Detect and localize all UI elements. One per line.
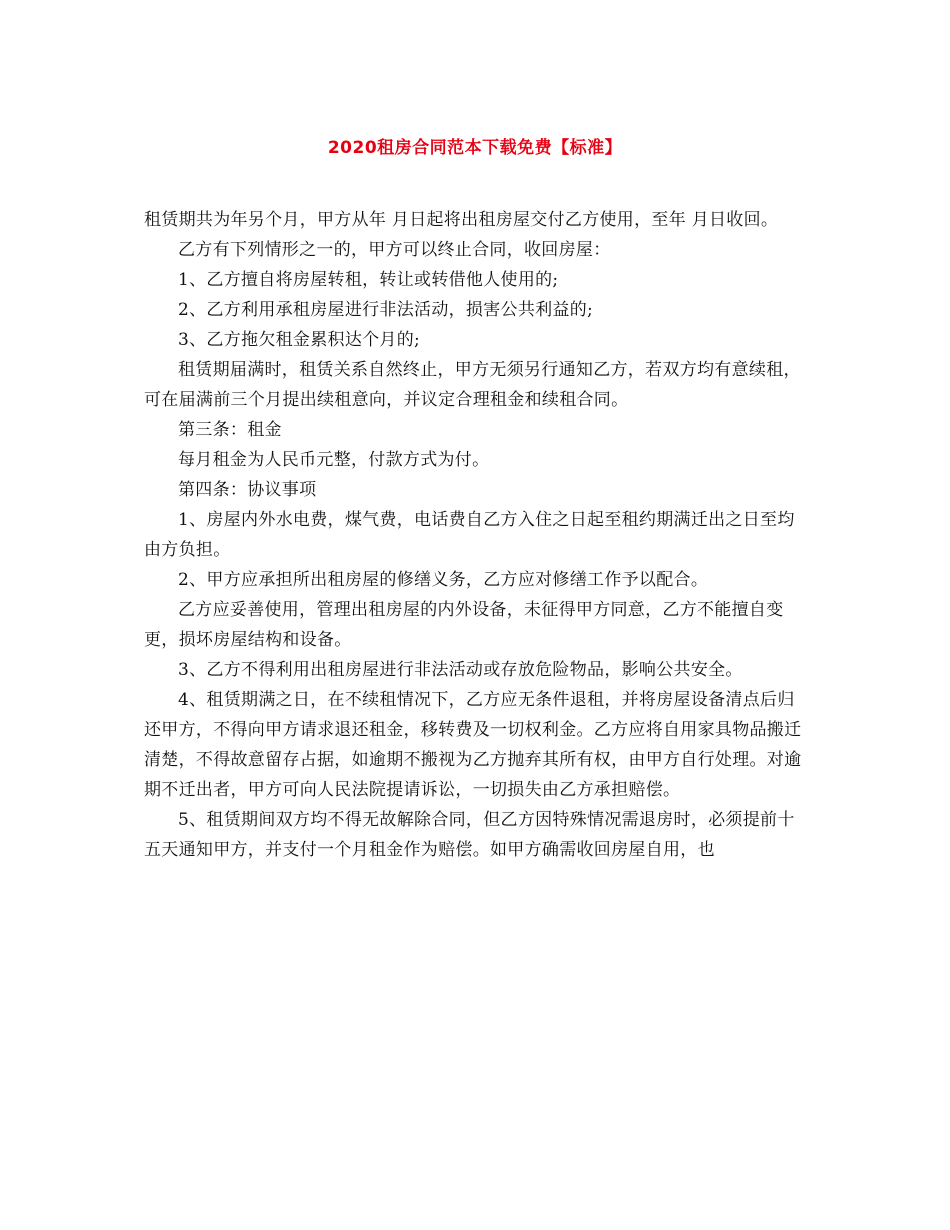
paragraph-agreement-4: 4、租赁期满之日，在不续租情况下，乙方应无条件退租，并将房屋设备清点后归还甲方，不得向甲方请求退还租金，移转费及一切权利金。乙方应将自用家具物品搬迁清楚，不得故意留存占据，如逾期不搬视为乙方抛弃其所有权，由甲方自行处理。对逾期不迁出者，甲方可向人民法院提请诉讼，一切损失由乙方承担赔偿。 <box>144 690 802 800</box>
paragraph-condition-1: 1、乙方擅自将房屋转租，转让或转借他人使用的; <box>178 270 559 290</box>
paragraph-equipment-care: 乙方应妥善使用，管理出租房屋的内外设备，未征得甲方同意，乙方不能擅自变更，损坏房屋结构和设备。 <box>144 600 784 650</box>
paragraph-agreement-3: 3、乙方不得利用出租房屋进行非法活动或存放危险物品，影响公共安全。 <box>178 660 743 680</box>
paragraph-termination-conditions: 乙方有下列情形之一的，甲方可以终止合同，收回房屋： <box>178 240 611 260</box>
paragraph-rent: 每月租金为人民币元整，付款方式为付。 <box>178 450 490 470</box>
paragraph-condition-2: 2、乙方利用承租房屋进行非法活动，损害公共利益的; <box>178 300 594 320</box>
paragraph-lease-term: 租赁期共为年另个月，甲方从年 月日起将出租房屋交付乙方使用，至年 月日收回。 <box>144 210 779 230</box>
section-heading-article-3: 第三条：租金 <box>178 420 282 440</box>
document-body <box>144 205 804 865</box>
section-heading-article-4: 第四条：协议事项 <box>178 480 317 500</box>
paragraph-lease-expiry: 租赁期届满时，租赁关系自然终止，甲方无须另行通知乙方，若双方均有意续租，可在届满前三个月提出续租意向，并议定合理租金和续租合同。 <box>144 360 801 410</box>
paragraph-agreement-2: 2、甲方应承担所出租房屋的修缮义务，乙方应对修缮工作予以配合。 <box>178 570 709 590</box>
paragraph-agreement-1: 1、房屋内外水电费，煤气费，电话费自乙方入住之日起至租约期满迁出之日至均由方负担。 <box>144 510 795 560</box>
paragraph-agreement-5: 5、租赁期间双方均不得无故解除合同，但乙方因特殊情况需退房时，必须提前十五天通知甲方，并支付一个月租金作为赔偿。如甲方确需收回房屋自用，也 <box>144 810 795 860</box>
document-title: 2020租房合同范本下载免费【标准】 <box>327 138 623 158</box>
paragraph-condition-3: 3、乙方拖欠租金累积达个月的; <box>178 330 421 350</box>
